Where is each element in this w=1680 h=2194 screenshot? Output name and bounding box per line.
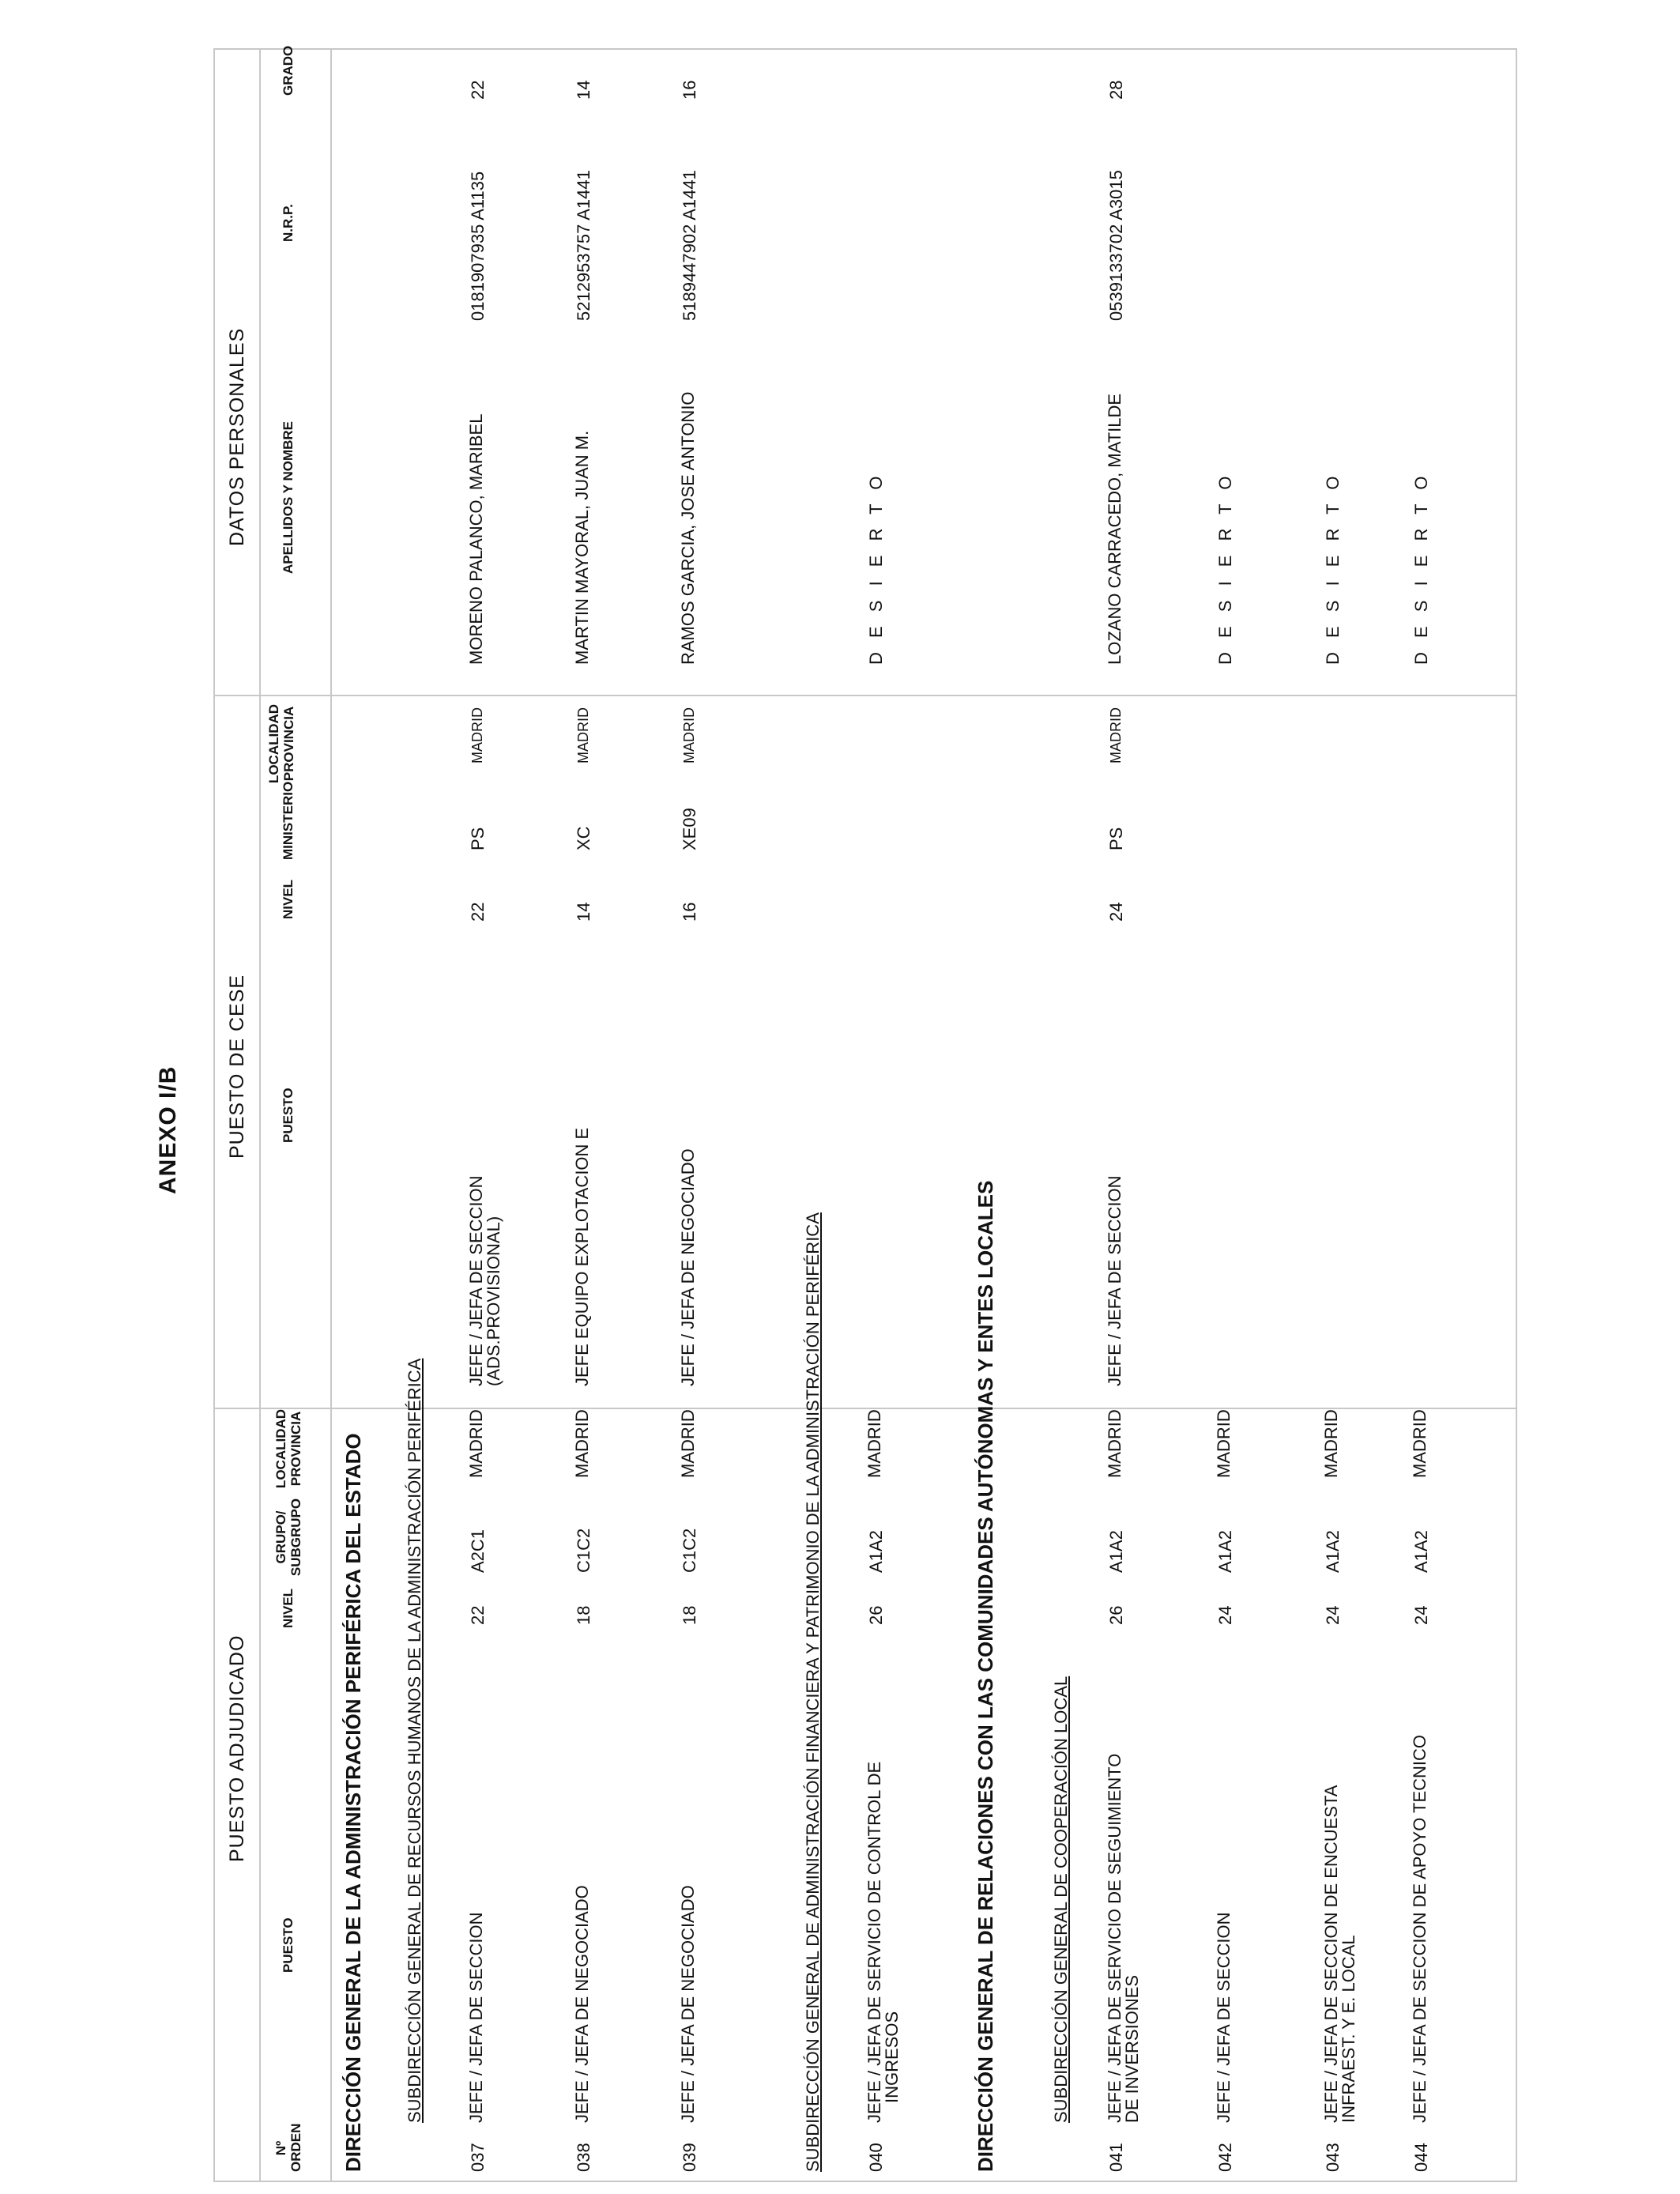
row-042-orden: 042 [1215,2143,1235,2172]
row-039-puesto: JEFE / JEFA DE NEGOCIADO [678,1885,698,2123]
row-039-orden: 039 [680,2143,699,2172]
subdireccion-cooperacion-local: SUBDIRECCIÓN GENERAL DE COOPERACIÓN LOCAL [1051,1676,1071,2123]
group-header-personales: DATOS PERSONALES [226,327,248,546]
column-header-cese-localidad-line1: LOCALIDAD [266,703,281,784]
row-038-ministerio: XC [574,826,593,850]
group-header-adjudicado: PUESTO ADJUDICADO [226,1634,248,1862]
row-042-localidad: MADRID [1214,1409,1234,1478]
page-title: ANEXO I/B [155,1065,181,1194]
row-041-puesto-line1: JEFE / JEFA DE SERVICIO DE SEGUIMIENTO [1105,1753,1124,2123]
row-037-grado: 22 [468,80,488,100]
row-038-cese-puesto: JEFE EQUIPO EXPLOTACION E [572,1127,592,1386]
row-041-cese-puesto: JEFE / JEFA DE SECCION [1105,1175,1124,1386]
row-041-puesto-line2: DE INVERSIONES [1122,1974,1142,2123]
row-043-localidad: MADRID [1321,1409,1341,1478]
row-042-puesto: JEFE / JEFA DE SECCION [1214,1912,1234,2123]
column-header-grado: GRADO [281,45,296,96]
column-header-apellidos: APELLIDOS Y NOMBRE [281,420,296,574]
direccion-general-relaciones-comunidades: DIRECCIÓN GENERAL DE RELACIONES CON LAS COMUNIDADES AUTÓNOMAS Y ENTES LOCALES [974,1180,997,2172]
row-041-cese-localidad: MADRID [1108,707,1124,763]
row-041-grupo: A1A2 [1106,1530,1126,1573]
row-039-cese-puesto: JEFE / JEFA DE NEGOCIADO [678,1148,698,1386]
column-header-cese-puesto: PUESTO [281,1088,296,1143]
column-header-ministerio: MINISTERIO [281,781,296,860]
row-038-cese-nivel: 14 [574,902,593,922]
row-044-nivel: 24 [1411,1605,1431,1625]
row-039-grupo: C1C2 [680,1528,699,1573]
column-header-nivel: NIVEL [281,1588,296,1628]
row-038-orden: 038 [574,2143,593,2172]
row-037-cese-puesto-line2: (ADS.PROVISIONAL) [484,1216,503,1386]
column-header-puesto: PUESTO [281,1917,296,1973]
rotated-document [0,44,1664,2194]
row-043-puesto-line2: INFRAEST. Y E. LOCAL [1339,1935,1358,2123]
column-header-orden-line2: ORDEN [288,2123,303,2172]
direccion-general-administracion-periferica: DIRECCIÓN GENERAL DE LA ADMINISTRACIÓN PERIFÉRICA DEL ESTADO [341,1433,365,2172]
column-header-localidad-line2: PROVINCIA [288,1411,303,1487]
row-041-nivel: 26 [1106,1605,1126,1625]
column-header-cese-localidad [266,700,296,787]
column-header-orden-line1: Nº [273,2140,288,2156]
row-037-puesto: JEFE / JEFA DE SECCION [466,1912,486,2123]
row-039-nombre: RAMOS GARCIA, JOSE ANTONIO [678,391,698,665]
row-039-cese-nivel: 16 [680,902,699,922]
column-header-grupo-line2: SUBGRUPO [288,1498,303,1577]
row-042-desierto: D E S I E R T O [1215,471,1235,665]
column-header-orden [273,2124,303,2172]
row-037-localidad: MADRID [466,1409,486,1478]
column-header-cese-localidad-line2: PROVINCIA [281,706,296,782]
row-037-orden: 037 [468,2143,488,2172]
subdireccion-recursos-humanos: SUBDIRECCIÓN GENERAL DE RECURSOS HUMANOS DE LA ADMINISTRACIÓN PERIFÉRICA [405,1358,424,2123]
row-041-grado: 28 [1106,80,1126,100]
row-043-nivel: 24 [1323,1605,1343,1625]
row-042-nivel: 24 [1215,1605,1235,1625]
row-037-ministerio: PS [468,827,488,850]
row-039-localidad: MADRID [678,1409,698,1478]
column-header-grupo [273,1494,303,1581]
row-037-cese-localidad: MADRID [469,707,485,763]
header-bottom-rule [330,48,332,2182]
row-041-cese-nivel: 24 [1106,902,1126,922]
divider-cese-personales [213,695,1517,696]
row-040-puesto-line2: INGRESOS [882,2011,902,2103]
row-042-grupo: A1A2 [1215,1530,1235,1573]
column-header-cese-nivel: NIVEL [281,879,296,919]
row-044-desierto: D E S I E R T O [1411,471,1431,665]
row-041-ministerio: PS [1106,827,1126,850]
row-044-localidad: MADRID [1410,1409,1430,1478]
row-037-cese-puesto-line1: JEFE / JEFA DE SECCION [466,1175,486,1386]
row-041-nrp: 0539133702 A3015 [1106,170,1126,321]
column-header-grupo-line1: GRUPO/ [273,1510,288,1564]
header-top-rule [259,48,261,2182]
row-040-grupo: A1A2 [866,1530,886,1573]
row-038-nombre: MARTIN MAYORAL, JUAN M. [572,430,592,665]
row-040-localidad: MADRID [864,1409,884,1478]
group-header-cese: PUESTO DE CESE [226,974,248,1159]
row-038-nrp: 5212953757 A1441 [574,170,593,321]
row-037-nrp: 0181907935 A1135 [468,171,488,321]
row-038-puesto: JEFE / JEFA DE NEGOCIADO [572,1885,592,2123]
row-038-grupo: C1C2 [574,1528,593,1573]
row-040-desierto: D E S I E R T O [866,471,886,665]
row-043-desierto: D E S I E R T O [1323,471,1343,665]
row-038-nivel: 18 [574,1605,593,1625]
row-043-puesto-line1: JEFE / JEFA DE SECCION DE ENCUESTA [1321,1785,1341,2123]
column-header-localidad-line1: LOCALIDAD [273,1408,288,1489]
row-039-ministerio: XE09 [680,808,699,850]
row-044-orden: 044 [1411,2143,1431,2172]
row-039-nivel: 18 [680,1605,699,1625]
row-041-orden: 041 [1106,2143,1126,2172]
row-043-grupo: A1A2 [1323,1530,1343,1573]
row-039-cese-localidad: MADRID [681,707,697,763]
row-038-cese-localidad: MADRID [575,707,591,763]
row-041-localidad: MADRID [1105,1409,1124,1478]
row-044-puesto: JEFE / JEFA DE SECCION DE APOYO TECNICO [1410,1734,1430,2123]
row-037-nivel: 22 [468,1605,488,1625]
row-037-nombre: MORENO PALANCO, MARIBEL [466,413,486,665]
row-044-grupo: A1A2 [1411,1530,1431,1573]
row-038-localidad: MADRID [572,1409,592,1478]
row-039-grado: 16 [680,80,699,100]
row-040-puesto-line1: JEFE / JEFA DE SERVICIO DE CONTROL DE [864,1761,884,2123]
column-header-nrp: N.R.P. [281,204,296,242]
row-043-orden: 043 [1323,2143,1343,2172]
column-header-localidad [273,1405,303,1492]
row-040-orden: 040 [866,2143,886,2172]
row-041-nombre: LOZANO CARRACEDO, MATILDE [1105,393,1124,665]
row-037-grupo: A2C1 [468,1529,488,1573]
row-040-nivel: 26 [866,1605,886,1625]
row-039-nrp: 5189447902 A1441 [680,170,699,321]
subdireccion-administracion-financiera: SUBDIRECCIÓN GENERAL DE ADMINISTRACIÓN FINANCIERA Y PATRIMONIO DE LA ADMINISTRACIÓN PERIFÉRICA [803,1212,823,2172]
row-038-grado: 14 [574,80,593,100]
row-037-cese-nivel: 22 [468,902,488,922]
